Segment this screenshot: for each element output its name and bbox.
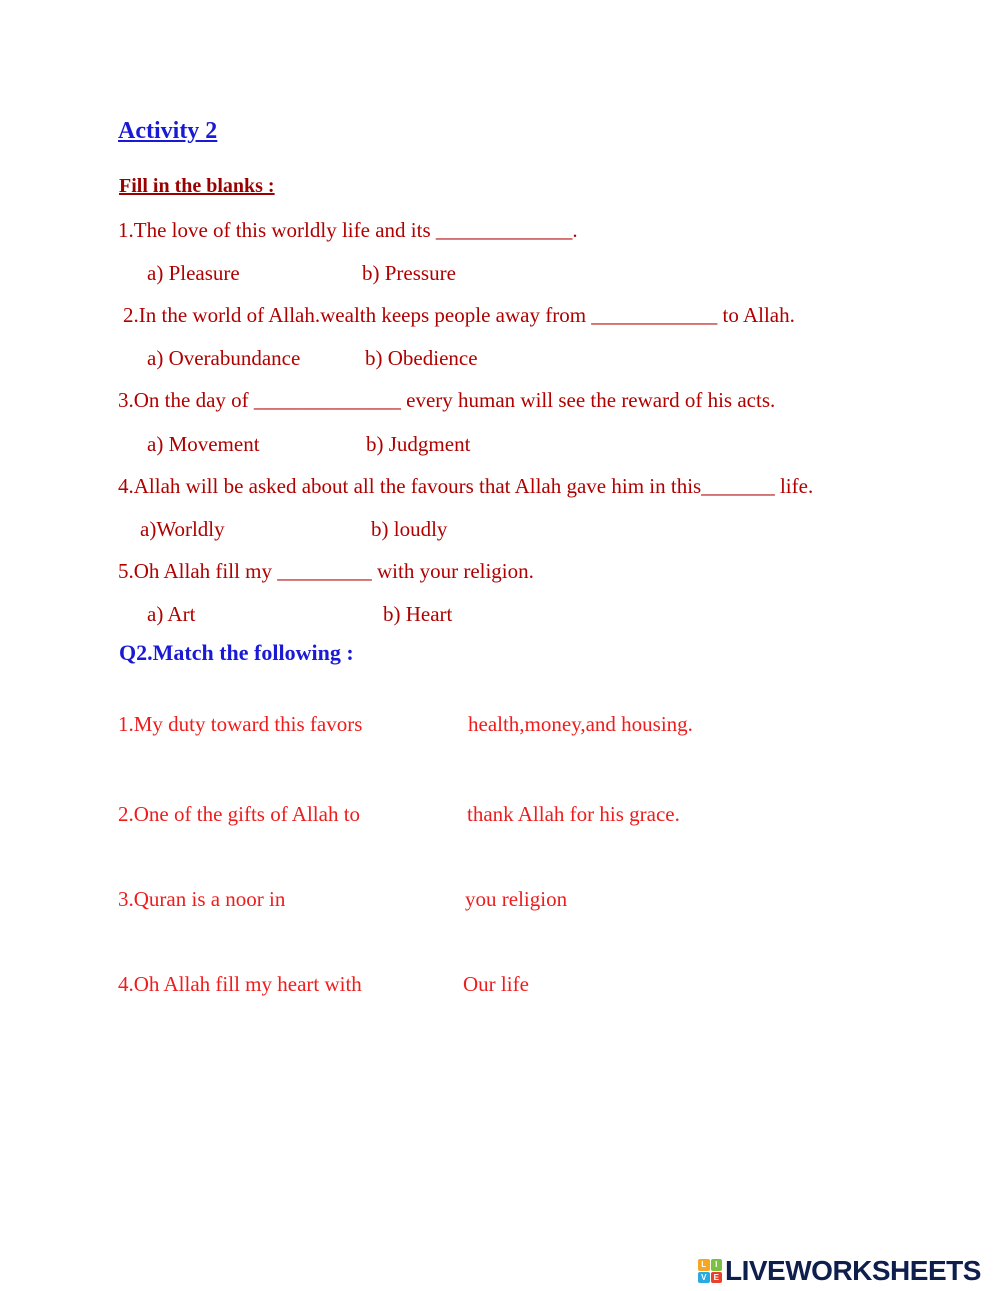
question-2: 2.In the world of Allah.wealth keeps people away from ____________ to Allah.: [123, 303, 795, 327]
question-1-option-a: a) Pleasure: [147, 261, 240, 285]
liveworksheets-watermark: [698, 1256, 981, 1286]
logo-letter: V: [698, 1272, 710, 1284]
logo-letter: I: [711, 1259, 723, 1271]
question-4: 4.Allah will be asked about all the favours that Allah gave him in this_______ life.: [118, 474, 814, 498]
question-5: 5.Oh Allah fill my _________ with your religion.: [118, 559, 534, 583]
question-2-option-b: b) Obedience: [365, 346, 478, 370]
match-title: Q2.Match the following :: [119, 640, 354, 665]
question-3: 3.On the day of ______________ every human will see the reward of his acts.: [118, 388, 776, 412]
match-right-4: Our life: [463, 972, 529, 996]
question-3-option-b: b) Judgment: [366, 432, 471, 456]
question-3-option-a: a) Movement: [147, 432, 260, 456]
match-left-3: 3.Quran is a noor in: [118, 887, 286, 911]
match-right-2: thank Allah for his grace.: [467, 802, 680, 826]
question-1-option-b: b) Pressure: [362, 261, 456, 285]
match-right-1: health,money,and housing.: [468, 712, 693, 736]
question-5-option-a: a) Art: [147, 602, 196, 626]
question-1: 1.The love of this worldly life and its _____________.: [118, 218, 578, 242]
question-5-option-b: b) Heart: [383, 602, 453, 626]
question-4-option-a: a)Worldly: [140, 517, 225, 541]
activity-title: Activity 2: [118, 118, 218, 144]
fill-blanks-title: Fill in the blanks :: [119, 175, 275, 197]
match-left-2: 2.One of the gifts of Allah to: [118, 802, 361, 826]
match-left-1: 1.My duty toward this favors: [118, 712, 363, 736]
logo-letter: E: [711, 1272, 723, 1284]
match-right-3: you religion: [465, 887, 568, 911]
question-4-option-b: b) loudly: [371, 517, 448, 541]
match-left-4: 4.Oh Allah fill my heart with: [118, 972, 362, 996]
logo-letter: L: [698, 1259, 710, 1271]
liveworksheets-text: LIVEWORKSHEETS: [725, 1255, 981, 1286]
question-2-option-a: a) Overabundance: [147, 346, 301, 370]
liveworksheets-logo-icon: [698, 1259, 722, 1283]
